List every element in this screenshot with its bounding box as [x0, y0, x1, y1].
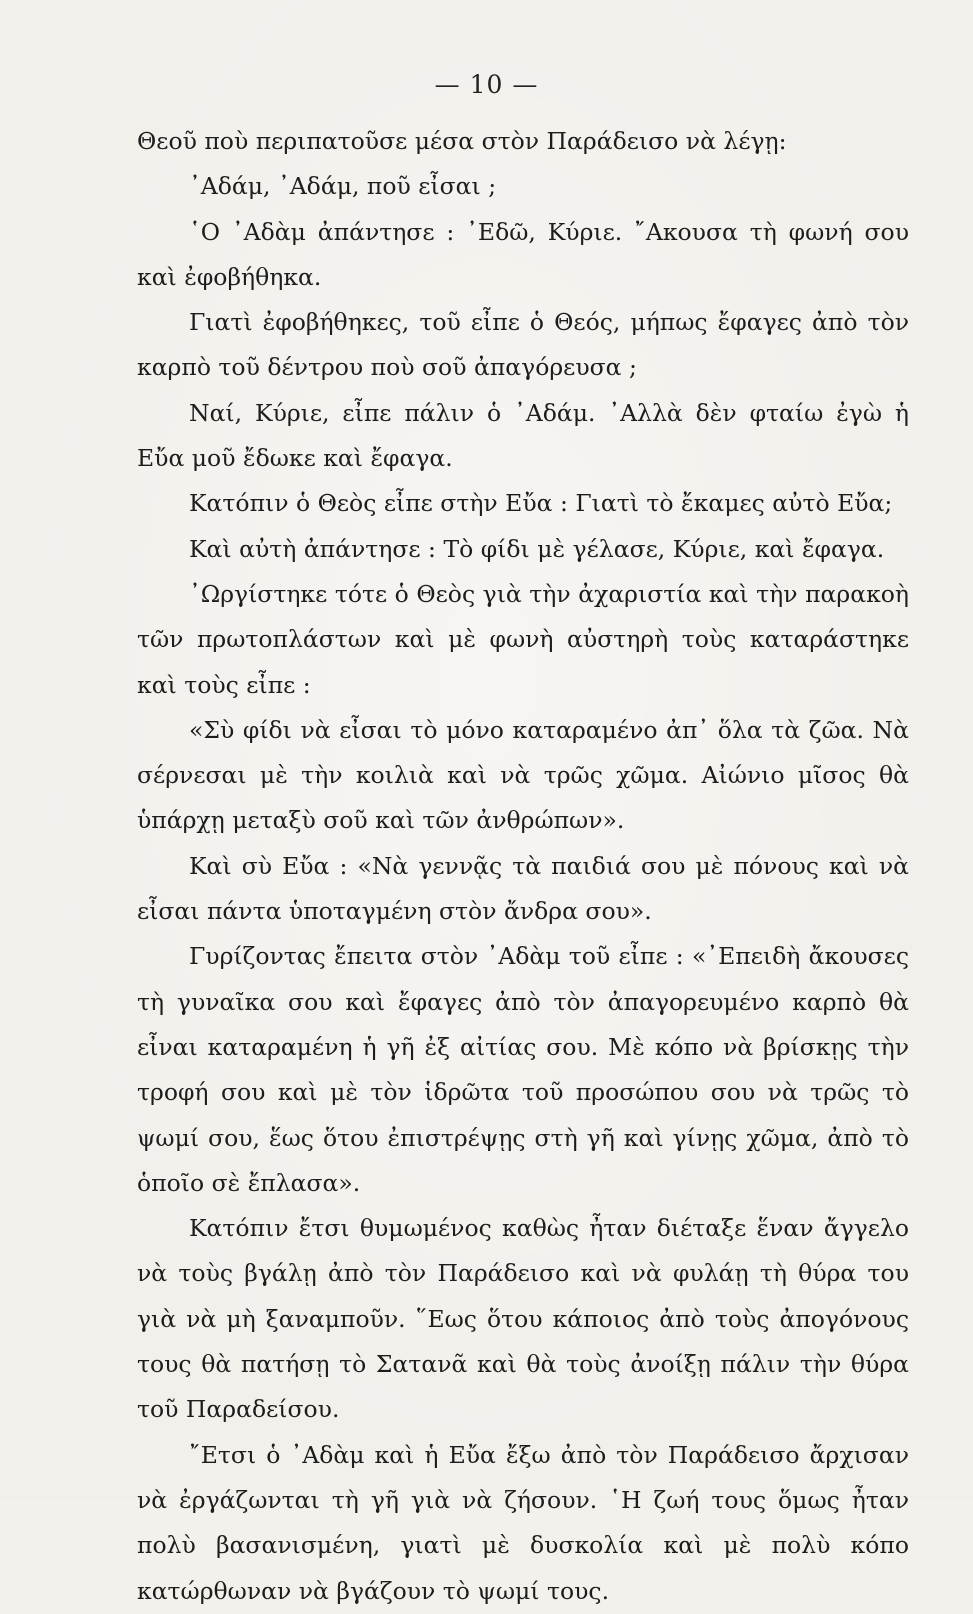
- paragraph: ῾Ο ᾿Αδὰμ ἀπάντησε : ᾿Εδῶ, Κύριε. ῎Ακουσα τὴ φωνή σου καὶ ἐφοβήθηκα.: [137, 217, 909, 291]
- paragraph: Θεοῦ ποὺ περιπατοῦσε μέσα στὸν Παράδεισο νὰ λέγῃ:: [137, 127, 787, 155]
- paragraph: Καὶ σὺ Εὔα : «Νὰ γεννᾷς τὰ παιδιά σου μὲ πόνους καὶ νὰ εἶσαι πάντα ὑποταγμένη στὸν ἄνδρα σου».: [137, 851, 909, 926]
- paragraph: ᾿Ωργίστηκε τότε ὁ Θεὸς γιὰ τὴν ἀχαριστία καὶ τὴν παρακοὴ τῶν πρωτοπλάστων καὶ μὲ φωνὴ αὐστηρὴ τοὺς καταράστηκε καὶ τοὺς εἶπε :: [137, 579, 909, 699]
- page-number: — 10 —: [434, 70, 539, 99]
- paragraph: Ναί, Κύριε, εἶπε πάλιν ὁ ᾿Αδάμ. ᾿Αλλὰ δὲν φταίω ἐγὼ ἡ Εὔα μοῦ ἔδωκε καὶ ἔφαγα.: [137, 398, 909, 473]
- paragraph: «Σὺ φίδι νὰ εἶσαι τὸ μόνο καταραμένο ἀπ᾿ ὅλα τὰ ζῶα. Νὰ σέρνεσαι μὲ τὴν κοιλιὰ καὶ νὰ τρῶς χῶμα. Αἰώνιο μῖσος θὰ ὑπάρχῃ μεταξὺ σοῦ καὶ τῶν ἀνθρώπων».: [137, 715, 909, 835]
- paragraph: ῎Ετσι ὁ ᾿Αδὰμ καὶ ἡ Εὔα ἔξω ἀπὸ τὸν Παράδεισο ἄρχισαν νὰ ἐργάζωνται τὴ γῆ γιὰ νὰ ζήσουν. ῾Η ζωή τους ὅμως ἦταν πολὺ βασανισμένη, γιατὶ μὲ δυσκολία καὶ μὲ πολὺ κόπο κατώρθωναν νὰ βγάζουν τὸ ψωμί τους.: [137, 1440, 909, 1605]
- paragraph: Καὶ αὐτὴ ἀπάντησε : Τὸ φίδι μὲ γέλασε, Κύριε, καὶ ἔφαγα.: [189, 534, 885, 563]
- paragraph: Γυρίζοντας ἔπειτα στὸν ᾿Αδὰμ τοῦ εἶπε : «᾿Επειδὴ ἄκουσες τὴ γυναῖκα σου καὶ ἔφαγες ἀπὸ τὸν ἀπαγορευμένο καρπὸ θὰ εἶναι καταραμένη ἡ γῆ ἐξ αἰτίας σου. Μὲ κόπο νὰ βρίσκῃς τὴν τροφή σου καὶ μὲ τὸν ἱδρῶτα τοῦ προσώπου σου νὰ τρῶς τὸ ψωμί σου, ἕως ὅτου ἐπιστρέψῃς στὴ γῆ καὶ γίνῃς χῶμα, ἀπὸ τὸ ὁποῖο σὲ ἔπλασα».: [137, 942, 909, 1197]
- paragraph: ᾿Αδάμ, ᾿Αδάμ, ποῦ εἶσαι ;: [189, 172, 497, 201]
- paragraph: Γιατὶ ἐφοβήθηκες, τοῦ εἶπε ὁ Θεός, μήπως ἔφαγες ἀπὸ τὸν καρπὸ τοῦ δέντρου ποὺ σοῦ ἀπαγόρευσα ;: [137, 308, 909, 382]
- page-body: [137, 119, 909, 1614]
- paragraph: Κατόπιν ὁ Θεὸς εἶπε στὴν Εὔα : Γιατὶ τὸ ἔκαμες αὐτὸ Εὔα;: [189, 489, 893, 518]
- paragraph: Κατόπιν ἔτσι θυμωμένος καθὼς ἦταν διέταξε ἕναν ἄγγελο νὰ τοὺς βγάλῃ ἀπὸ τὸν Παράδεισο καὶ νὰ φυλάῃ τὴ θύρα του γιὰ νὰ μὴ ξαναμποῦν. ῞Εως ὅτου κάποιος ἀπὸ τοὺς ἀπογόνους τους θὰ πατήσῃ τὸ Σατανᾶ καὶ θὰ τοὺς ἀνοίξῃ πάλιν τὴν θύρα τοῦ Παραδείσου.: [137, 1214, 909, 1424]
